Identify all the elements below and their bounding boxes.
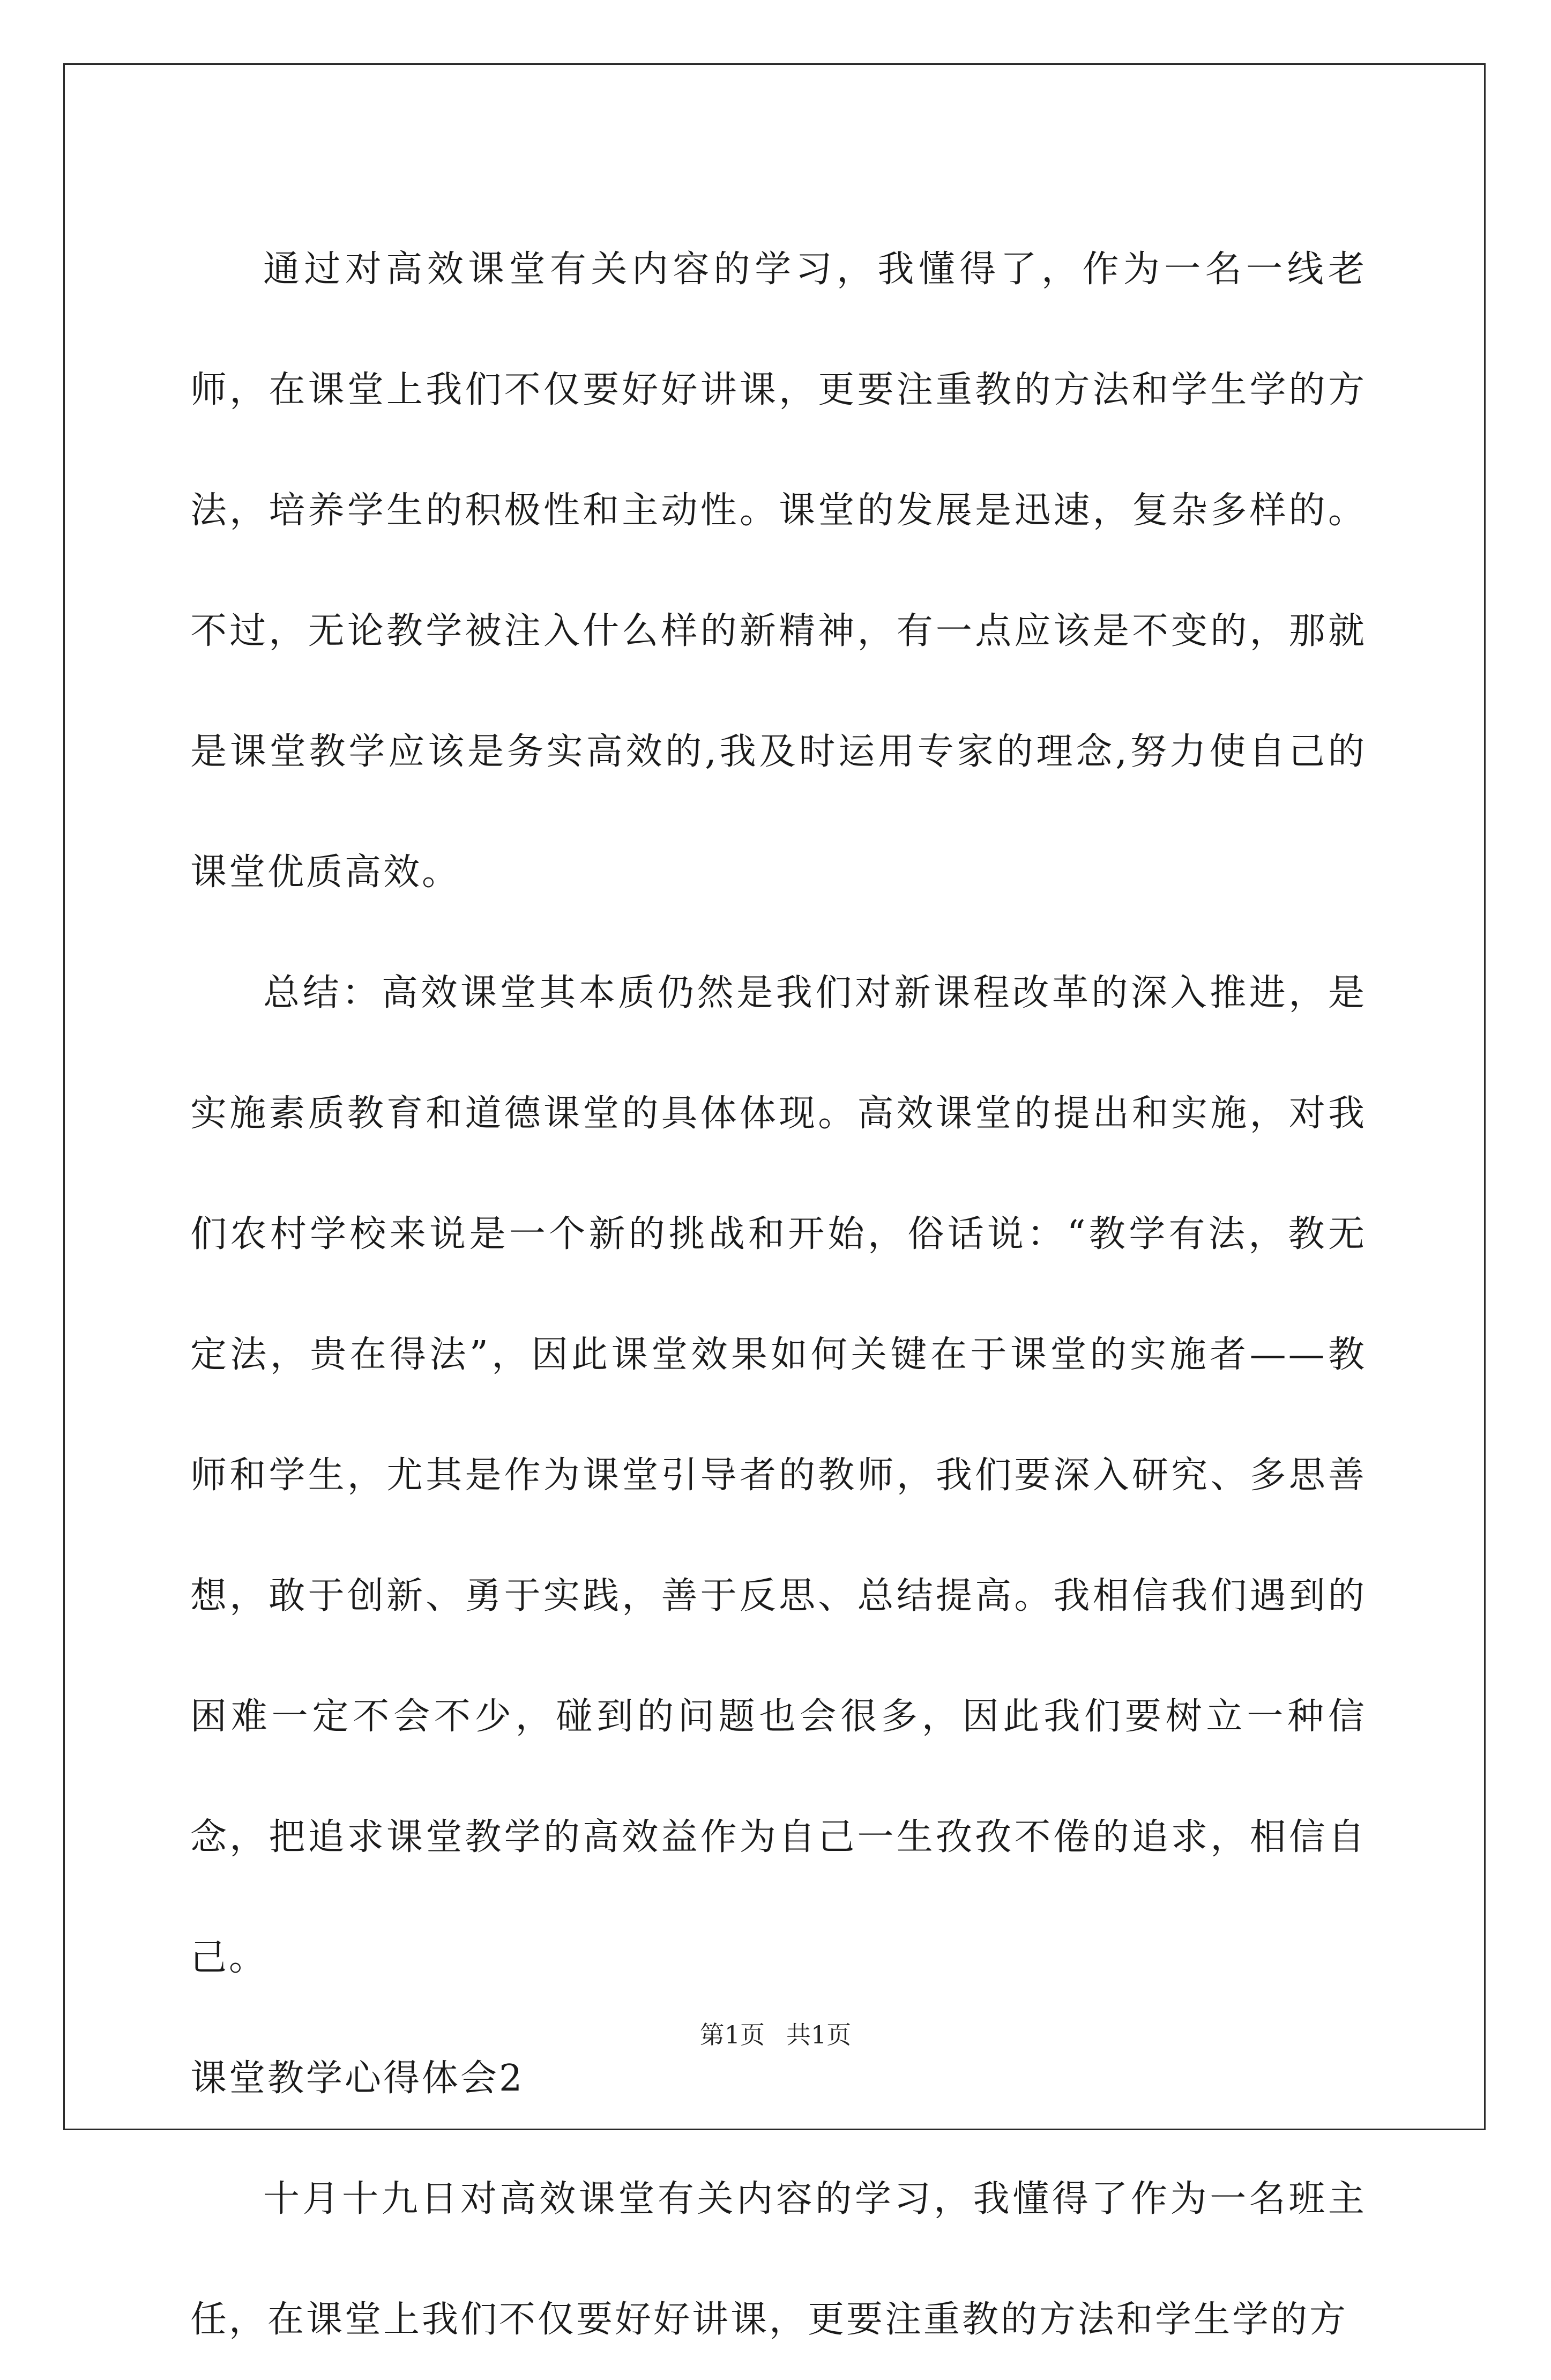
section-heading: 课堂教学心得体会2 (190, 2057, 525, 2100)
page-footer (0, 2015, 1551, 2051)
page-number: 第1页 (699, 2020, 765, 2049)
page-total: 共1页 (786, 2020, 852, 2049)
paragraph-1: 通过对高效课堂有关内容的学习，我懂得了，作为一名一线老师，在课堂上我们不仅要好好讲课，更要注重教的方法和学生学的方法，培养学生的积极性和主动性。课堂的发展是迅速，复杂多样的。不过，无论教学被注入什么样的新精神，有一点应该是不变的，那就是课堂教学应该是务实高效的,我及时运用专家的理念,努力使自己的课堂优质高效。 (190, 248, 1367, 894)
document-body (190, 209, 1367, 2380)
paragraph-3: 十月十九日对高效课堂有关内容的学习，我懂得了作为一名班主任，在课堂上我们不仅要好好讲课，更要注重教的方法和学生学的方 (190, 2178, 1367, 2341)
paragraph-2: 总结：高效课堂其本质仍然是我们对新课程改革的深入推进，是实施素质教育和道德课堂的具体体现。高效课堂的提出和实施，对我们农村学校来说是一个新的挑战和开始，俗话说：“教学有法，教无定法，贵在得法”，因此课堂效果如何关键在于课堂的实施者——教师和学生，尤其是作为课堂引导者的教师，我们要深入研究、多思善想，敢于创新、勇于实践，善于反思、总结提高。我相信我们遇到的困难一定不会不少，碰到的问题也会很多，因此我们要树立一种信念，把追求课堂教学的高效益作为自己一生孜孜不倦的追求，相信自己。 (190, 972, 1367, 1979)
